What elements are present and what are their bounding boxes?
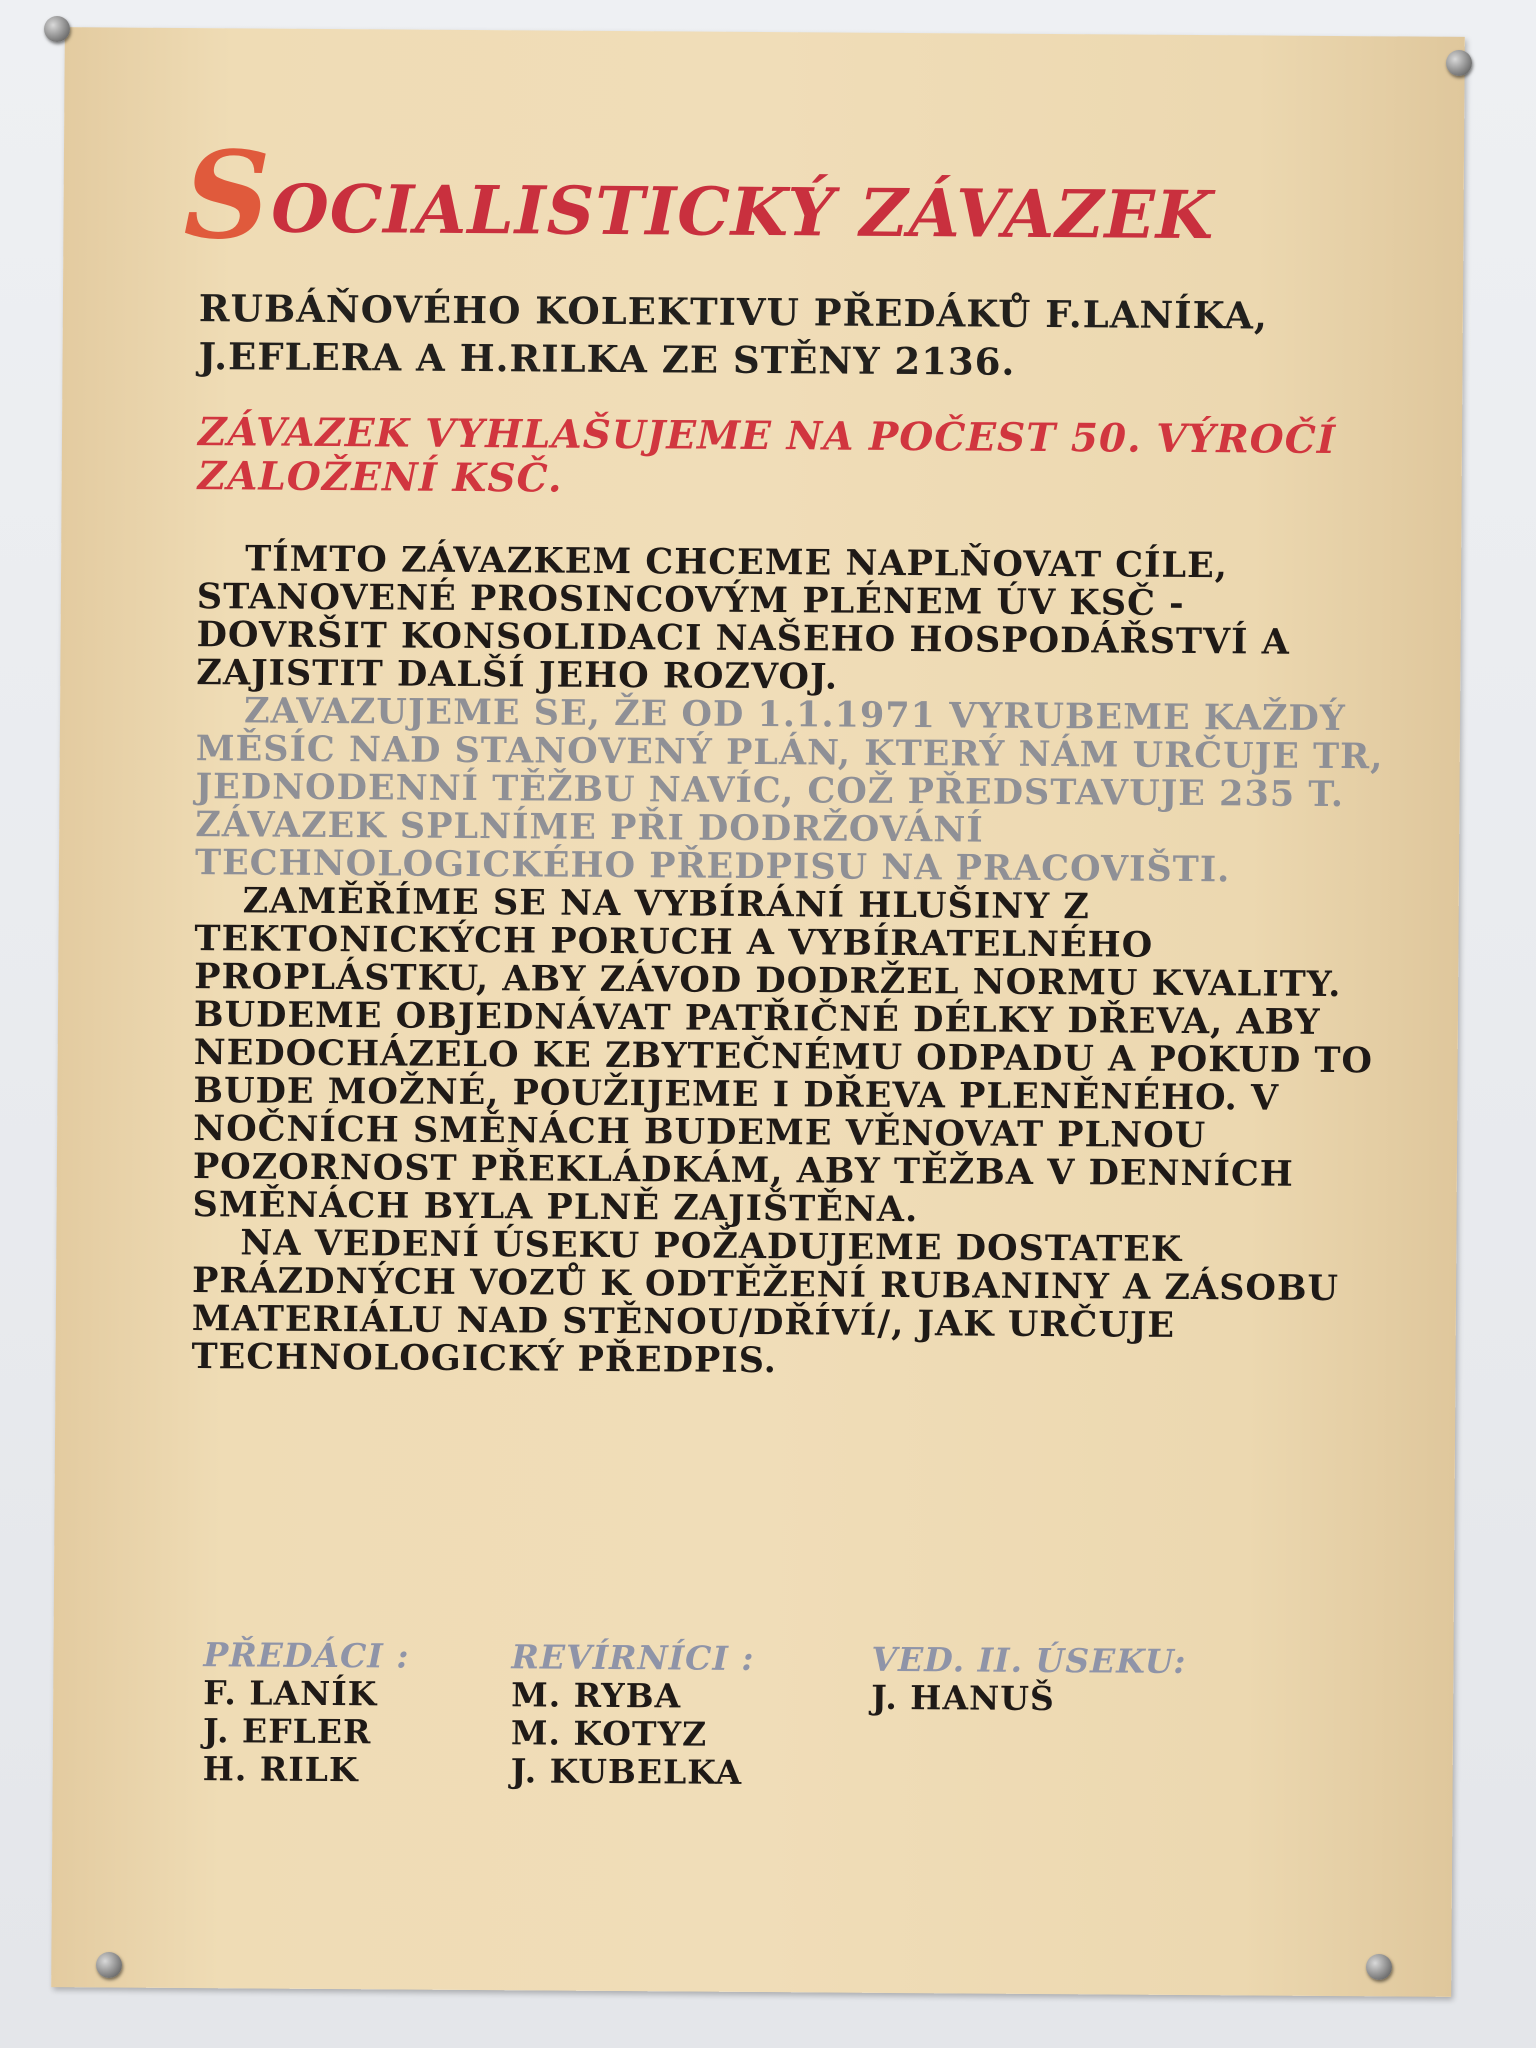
- title-initial: S: [183, 124, 272, 267]
- signature-name: M. KOTYZ: [510, 1713, 708, 1754]
- poster-sheet: [51, 27, 1465, 1997]
- signature-block: [203, 1636, 1354, 1804]
- title-rest: OCIALISTICKÝ ZÁVAZEK: [270, 169, 1215, 255]
- signature-name: J. KUBELKA: [510, 1751, 743, 1792]
- poster-title: [183, 124, 1215, 267]
- signature-column-section-head: [871, 1641, 1187, 1719]
- signature-column-overmen: [511, 1638, 755, 1792]
- pin-top-right: [1446, 50, 1472, 76]
- signature-name: M. RYBA: [511, 1675, 682, 1716]
- signature-name: J. HANUŠ: [871, 1677, 1055, 1719]
- paragraph-commitment: ZAVAZUJEME SE, ŽE OD 1.1.1971 VYRUBEME KAŽDÝ MĚSÍC NAD STANOVENÝ PLÁN, KTERÝ NÁM URČUJE TR, JEDNODENNÍ TĚŽBU NAVÍC, COŽ PŘEDSTAVUJE 235 T. ZÁVAZEK SPLNÍME PŘI DODRŽOVÁNÍ TECHNOLOGICKÉHO PŘEDPISU NA PRACOVIŠTI.: [194, 690, 1384, 891]
- poster-body: [191, 540, 1387, 1384]
- signature-heading: VED. II. ÚSEKU:: [871, 1639, 1187, 1682]
- poster-subtitle: RUBÁŇOVÉHO KOLEKTIVU PŘEDÁKŮ F.LANÍKA, J.EFLERA A H.RILKA ZE STĚNY 2136.: [198, 286, 1268, 384]
- signature-name: J. EFLER: [202, 1711, 372, 1752]
- signature-name: H. RILK: [202, 1749, 359, 1790]
- paragraph-requests: NA VEDENÍ ÚSEKU POŽADUJEME DOSTATEK PRÁZDNÝCH VOZŮ K ODTĚŽENÍ RUBANINY A ZÁSOBU MATERIÁLU NAD STĚNOU/DŘÍVÍ/, JAK URČUJE TECHNOLOGICKÝ PŘEDPIS.: [191, 1222, 1340, 1382]
- pin-bottom-left: [96, 1952, 122, 1978]
- paragraph-quality: ZAMĚŘÍME SE NA VYBÍRÁNÍ HLUŠINY Z TEKTONICKÝCH PORUCH A VYBÍRATELNÉHO PROPLÁSTKU, ABY ZÁVOD DODRŽEL NORMU KVALITY. BUDEME OBJEDNÁVAT PATŘIČNÉ DÉLKY DŘEVA, ABY NEDOCHÁZELO KE ZBYTEČNÉMU ODPADU A POKUD TO BUDE MOŽNÉ, POUŽIJEME I DŘEVA PLENĚNÉHO. V NOČNÍCH SMĚNÁCH BUDEME VĚNOVAT PLNOU POZORNOST PŘEKLÁDKÁM, ABY TĚŽBA V DENNÍCH SMĚNÁCH BYLA PLNĚ ZAJIŠTĚNA.: [192, 880, 1374, 1231]
- paragraph-goals: TÍMTO ZÁVAZKEM CHCEME NAPLŇOVAT CÍLE, STANOVENÉ PROSINCOVÝM PLÉNEM ÚV KSČ - DOVRŠIT KONSOLIDACI NAŠEHO HOSPODÁŘSTVÍ A ZAJISTIT DALŠÍ JEHO ROZVOJ.: [196, 538, 1290, 698]
- signature-column-foremen: [203, 1636, 410, 1789]
- signature-heading: REVÍRNÍCI :: [511, 1637, 755, 1678]
- pin-top-left: [44, 16, 70, 42]
- poster-content: [51, 27, 1465, 1997]
- signature-name: F. LANÍK: [203, 1673, 378, 1714]
- pin-bottom-right: [1366, 1954, 1392, 1980]
- poster-dedication: ZÁVAZEK VYHLAŠUJEME NA POČEST 50. VÝROČÍ ZALOŽENÍ KSČ.: [197, 409, 1337, 502]
- signature-heading: PŘEDÁCI :: [203, 1635, 410, 1676]
